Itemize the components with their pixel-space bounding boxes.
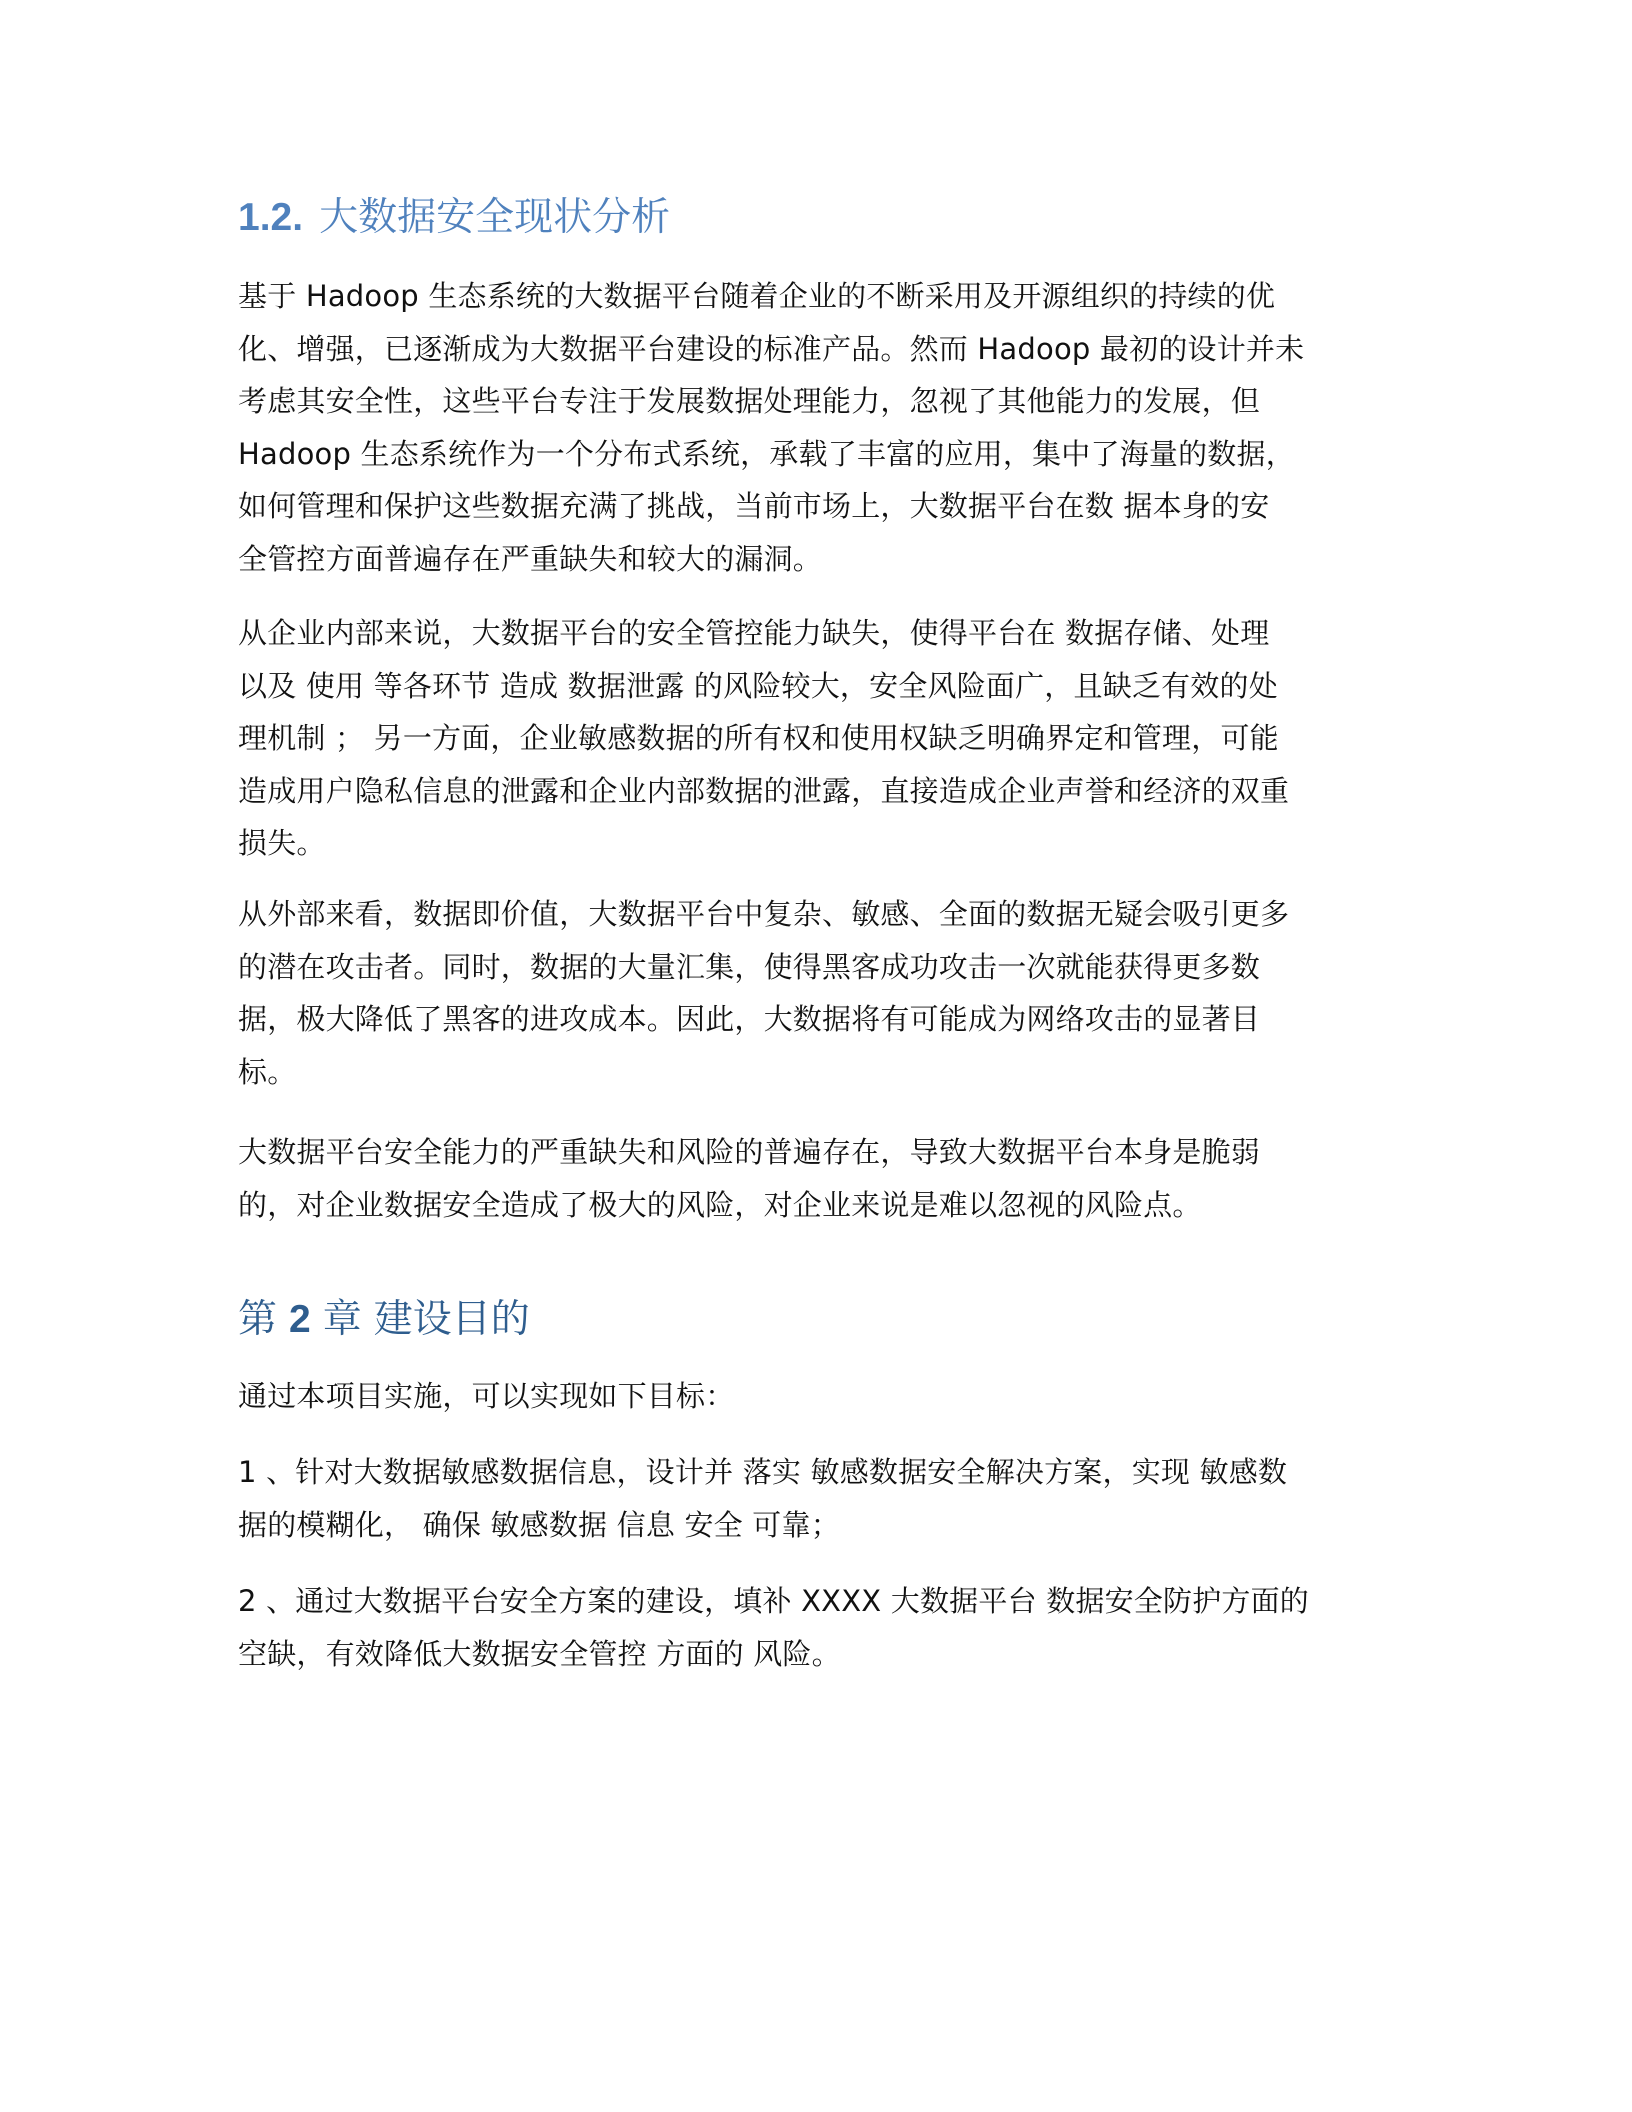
- paragraph-external-risk: [238, 888, 1398, 1098]
- text-line: 的，对企业数据安全造成了极大的风险，对企业来说是难以忽视的风险点。: [238, 1187, 1202, 1222]
- section-number: 1.2.: [238, 196, 304, 239]
- text-line: 据，极大降低了黑客的进攻成本。因此，大数据将有可能成为网络攻击的显著目: [238, 1002, 1261, 1036]
- text-line: 考虑其安全性，这些平台专注于发展数据处理能力，忽视了其他能力的发展，但: [238, 384, 1261, 418]
- paragraph-summary: [238, 1126, 1398, 1231]
- chapter-suffix: 章: [322, 1297, 362, 1342]
- chapter-number: 2: [289, 1298, 311, 1341]
- text-line: 2 、通过大数据平台安全方案的建设，填补 XXXX 大数据平台 数据安全防护方面的: [238, 1584, 1309, 1618]
- text-line: 大数据平台安全能力的严重缺失和风险的普遍存在，导致大数据平台本身是脆弱: [238, 1135, 1261, 1169]
- chapter-title: 建设目的: [373, 1297, 530, 1342]
- text-line: 如何管理和保护这些数据充满了挑战，当前市场上，大数据平台在数 据本身的安: [238, 489, 1270, 523]
- text-line: 理机制 ； 另一方面，企业敏感数据的所有权和使用权缺乏明确界定和管理，可能: [238, 721, 1279, 755]
- text-line: 从企业内部来说，大数据平台的安全管控能力缺失，使得平台在 数据存储、处理: [238, 616, 1270, 650]
- text-line: 化、增强，已逐渐成为大数据平台建设的标准产品。然而 Hadoop 最初的设计并未: [238, 331, 1305, 366]
- text-line: 的潜在攻击者。同时，数据的大量汇集，使得黑客成功攻击一次就能获得更多数: [238, 949, 1261, 984]
- paragraph-goal-2: [238, 1575, 1398, 1680]
- text-line: 基于 Hadoop 生态系统的大数据平台随着企业的不断采用及开源组织的持续的优: [238, 279, 1276, 313]
- text-line: 标。: [238, 1054, 297, 1089]
- text-line: 1 、针对大数据敏感数据信息，设计并 落实 敏感数据安全解决方案，实现 敏感数: [238, 1455, 1288, 1489]
- text-line: 损失。: [238, 826, 326, 860]
- chapter-prefix: 第: [238, 1297, 278, 1342]
- chapter-heading: [238, 1292, 530, 1348]
- text-line: 以及 使用 等各环节 造成 数据泄露 的风险较大，安全风险面广，且缺乏有效的处: [238, 668, 1278, 703]
- paragraph-internal-risk: [238, 607, 1398, 870]
- text-line: 空缺，有效降低大数据安全管控 方面的 风险。: [238, 1636, 841, 1671]
- section-heading: [238, 190, 670, 246]
- paragraph-goals-intro: [238, 1370, 1398, 1423]
- text-line: 从外部来看，数据即价值，大数据平台中复杂、敏感、全面的数据无疑会吸引更多: [238, 897, 1290, 931]
- paragraph-goal-1: [238, 1446, 1398, 1551]
- text-line: Hadoop 生态系统作为一个分布式系统，承载了丰富的应用，集中了海量的数据，: [238, 436, 1295, 471]
- paragraph-hadoop-platform: [238, 270, 1398, 585]
- text-line: 全管控方面普遍存在严重缺失和较大的漏洞。: [238, 541, 823, 576]
- section-title: 大数据安全现状分析: [319, 195, 671, 240]
- text-line: 造成用户隐私信息的泄露和企业内部数据的泄露，直接造成企业声誉和经济的双重: [238, 773, 1290, 808]
- text-line: 据的模糊化， 确保 敏感数据 信息 安全 可靠；: [238, 1507, 840, 1542]
- text-line: 通过本项目实施，可以实现如下目标：: [238, 1379, 735, 1413]
